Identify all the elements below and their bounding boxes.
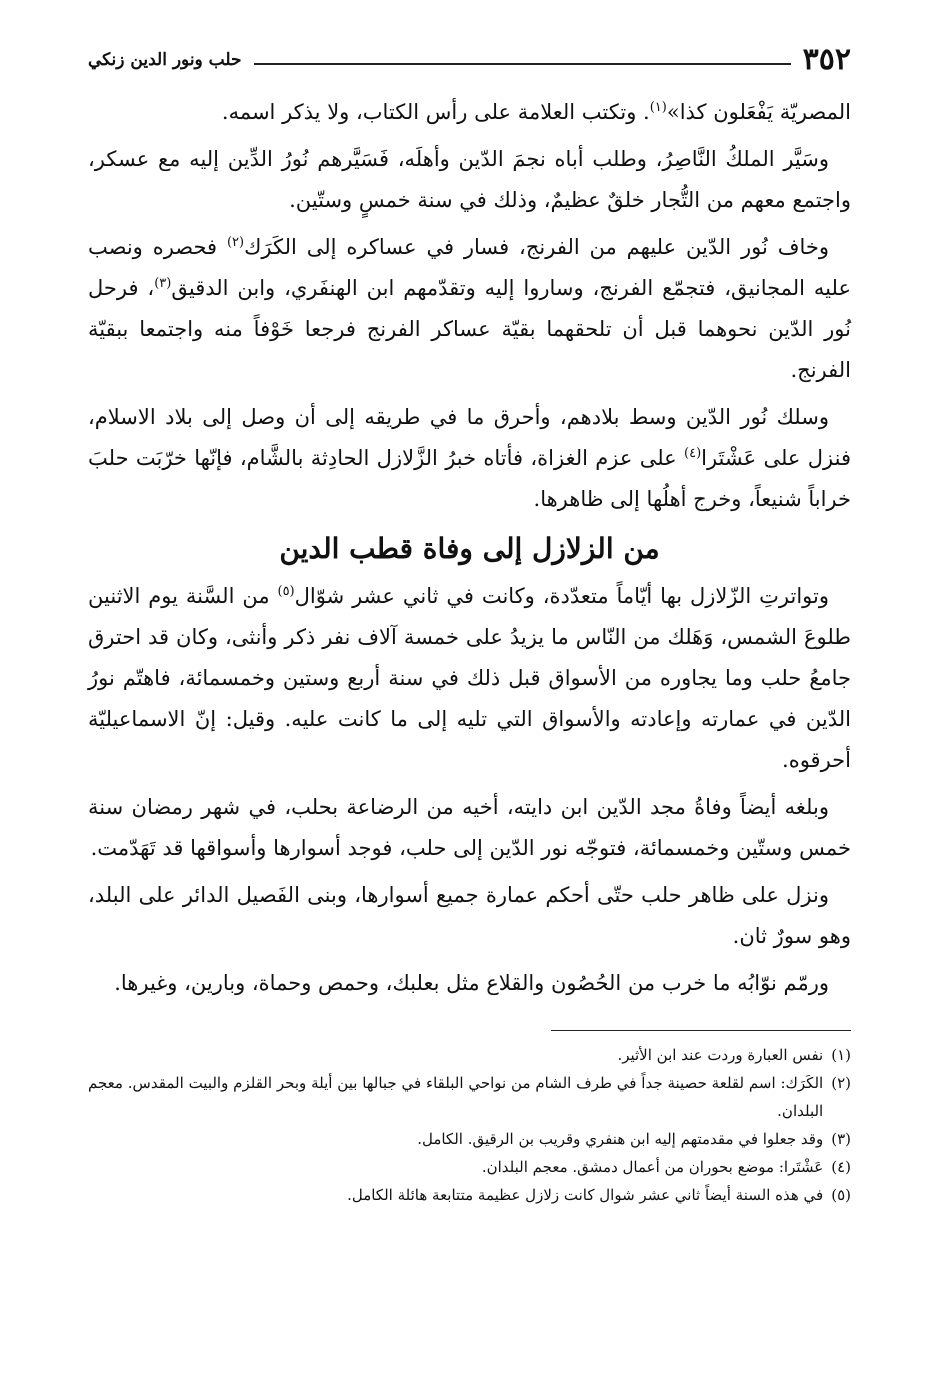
paragraph-text: وتواترتِ الزّلازل بها أيّاماً متعدّدة، وكانت في ثاني عشر شوّال bbox=[294, 584, 829, 608]
paragraph-text: وسلك نُور الدّين وسط بلادهم، وأحرق ما في طريقه إلى أن وصل إلى بلاد الاسلام، فنزل على عَشْتَرا bbox=[88, 405, 851, 470]
footnote-number: (١) bbox=[831, 1046, 851, 1064]
paragraph-text: وسَيَّر الملكُ النَّاصِرُ، وطلب أباه نجمَ الدّين وأهلَه، فَسَيَّرهم نُورُ الدِّين إليه مع عسكر، واجتمع معهم من التُّجار خلقٌ عظيمٌ، وذلك في سنة خمسٍ وستّين. bbox=[88, 147, 851, 212]
body-paragraph bbox=[88, 787, 851, 869]
paragraph-text: فحصره ونصب عليه المجانيق، فتجمّع الفرنج، وساروا إليه وتقدّمهم ابن الهنفَري، وابن الدقيق bbox=[88, 235, 851, 300]
footnote-item bbox=[88, 1153, 851, 1181]
header-rule bbox=[254, 63, 791, 65]
paragraph-text: المصريّة يَفْعَلون كذا» bbox=[666, 100, 851, 124]
paragraph-text: على عزم الغزاة، فأتاه خبرُ الزَّلازل الحادِثة بالشَّام، فإنّها خرّبَت حلبَ خراباً شنيعاً، وخرج أهلُها إلى ظاهرها. bbox=[88, 446, 851, 511]
body-paragraph bbox=[88, 963, 851, 1004]
footnote-text: الكَرَك: اسم لقلعة حصينة جداً في طرف الشام من نواحي البلقاء في جبالها بين أيلة وبحر القلزم والبيت المقدس. معجم البلدان. bbox=[88, 1074, 824, 1120]
body-paragraph bbox=[88, 576, 851, 781]
page-number: ٣٥٢ bbox=[802, 42, 851, 77]
footnote-text: نفس العبارة وردت عند ابن الأثير. bbox=[617, 1046, 824, 1064]
body-text bbox=[88, 92, 851, 1004]
footnote-item bbox=[88, 1041, 851, 1069]
footnote-reference: (٢) bbox=[226, 235, 245, 250]
paragraph-text: ونزل على ظاهر حلب حتّى أحكم عمارة جميع أسوارها، وبنى الفَصيل الدائر على البلد، وهو سورٌ ثان. bbox=[88, 883, 851, 948]
paragraphs-after-heading bbox=[88, 576, 851, 1004]
footnote-number: (٢) bbox=[831, 1074, 851, 1092]
running-header bbox=[88, 38, 851, 82]
footnote-text: وقد جعلوا في مقدمتهم إليه ابن هنفري وقريب بن الرقيق. الكامل. bbox=[417, 1130, 824, 1148]
footnote-reference: (١) bbox=[649, 100, 667, 115]
running-title: حلب ونور الدين زنكي bbox=[88, 50, 242, 70]
body-paragraph bbox=[88, 875, 851, 957]
paragraph-text: ، فرحل نُور الدّين نحوهما قبل أن تلحقهما بقيّة عساكر الفرنج فرجعا خَوْفاً منه واجتمعا ببقيّة الفرنج. bbox=[88, 276, 851, 382]
footnote-number: (٣) bbox=[831, 1130, 851, 1148]
paragraph-text: من السَّنة يوم الاثنين طلوعَ الشمس، وَهَلك من النّاس ما يزيدُ على خمسة آلاف نفر ذكر وأنثى، وكان قد احترق جامعُ حلب وما يجاوره من الأسواق قبل ذلك في سنة أربع وستين وخمسمائة، فاهتّم نورُ الدّين في عمارته وإعادته والأسواق التي تليه إلى ما كانت عليه. وقيل: إنّ الاسماعيليّة أحرقوه. bbox=[88, 584, 851, 772]
paragraphs-before-heading bbox=[88, 92, 851, 520]
footnote-reference: (٣) bbox=[154, 276, 172, 291]
body-paragraph bbox=[88, 397, 851, 520]
section-heading: من الزلازل إلى وفاة قطب الدين bbox=[279, 532, 660, 565]
footnotes bbox=[88, 1041, 851, 1209]
footnote-number: (٤) bbox=[831, 1158, 851, 1176]
book-page bbox=[88, 38, 851, 1338]
footnote-reference: (٥) bbox=[277, 584, 295, 599]
footnote-reference: (٤) bbox=[684, 446, 702, 461]
footnote-separator bbox=[551, 1030, 851, 1031]
footnote-item bbox=[88, 1069, 851, 1125]
body-paragraph bbox=[88, 92, 851, 133]
footnote-text: عَشْتَرا: موضع بحوران من أعمال دمشق. معجم البلدان. bbox=[481, 1158, 824, 1176]
body-paragraph bbox=[88, 139, 851, 221]
body-paragraph bbox=[88, 227, 851, 391]
footnote-number: (٥) bbox=[831, 1186, 851, 1204]
footnote-item bbox=[88, 1181, 851, 1209]
paragraph-text: وبلغه أيضاً وفاةُ مجد الدّين ابن دايته، أخيه من الرضاعة بحلب، في شهر رمضان سنة خمس وستّين وخمسمائة، فتوجّه نور الدّين إلى حلب، فوجد أسوارها وأسواقها قد تَهَدّمت. bbox=[88, 795, 851, 860]
footnote-text: في هذه السنة أيضاً ثاني عشر شوال كانت زلازل عظيمة متتابعة هائلة الكامل. bbox=[347, 1186, 824, 1204]
footnote-item bbox=[88, 1125, 851, 1153]
paragraph-text: وخاف نُور الدّين عليهم من الفرنج، فسار في عساكره إلى الكَرَك bbox=[244, 235, 829, 259]
paragraph-text: ورمّم نوّابُه ما خرب من الحُصُون والقلاع مثل بعلبك، وحمص وحماة، وبارين، وغيرها. bbox=[114, 971, 829, 995]
paragraph-text: . وتكتب العلامة على رأس الكتاب، ولا يذكر اسمه. bbox=[221, 100, 650, 124]
